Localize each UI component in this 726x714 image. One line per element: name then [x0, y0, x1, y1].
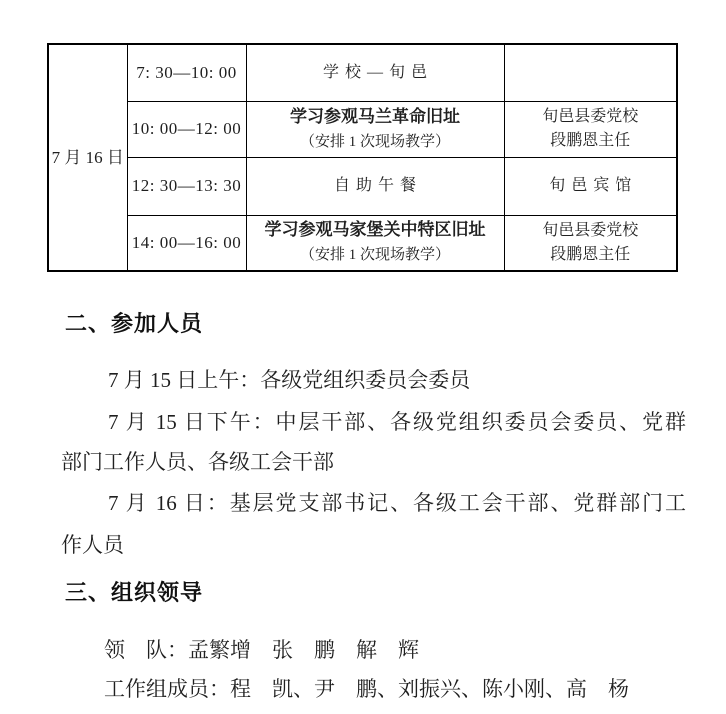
participants-line-4: 7 月 16 日：基层党支部书记、各级工会干部、党群部门工 — [108, 491, 686, 515]
participants-line-5: 作人员 — [61, 533, 124, 557]
organizer-line: 段鹏恩主任 — [550, 132, 631, 149]
activity-note: （安排 1 次现场教学） — [299, 247, 450, 264]
section-heading-leadership: 三、组织领导 — [65, 580, 204, 605]
time-cell: 12: 30—13: 30 — [127, 157, 246, 215]
activity-cell — [246, 215, 504, 271]
organizer-cell — [504, 157, 677, 215]
organizer-cell — [504, 101, 677, 157]
activity-cell — [246, 44, 504, 101]
table-row — [48, 101, 677, 157]
schedule-table — [47, 43, 678, 272]
activity-title: 学习参观马兰革命旧址 — [290, 106, 460, 126]
activity-title: 学校—旬邑 — [322, 63, 433, 81]
date-label: 7 月 16 日 — [51, 147, 124, 167]
workgroup-line: 工作组成员：程 凯、尹 鹏、刘振兴、陈小刚、高 杨 — [104, 677, 629, 701]
organizer-line: 旬邑宾馆 — [549, 177, 638, 194]
participants-line-1: 7 月 15 日上午：各级党组织委员会委员 — [108, 368, 471, 392]
section-heading-participants: 二、参加人员 — [65, 311, 204, 336]
activity-cell — [246, 157, 504, 215]
leader-line: 领 队：孟繁增 张 鹏 解 辉 — [104, 638, 419, 662]
organizer-cell — [504, 215, 677, 271]
activity-cell — [246, 101, 504, 157]
time-cell: 7: 30—10: 00 — [127, 44, 246, 101]
time-cell: 10: 00—12: 00 — [127, 101, 246, 157]
time-cell: 14: 00—16: 00 — [127, 215, 246, 271]
date-cell — [48, 44, 127, 271]
organizer-line: 段鹏恩主任 — [550, 245, 631, 263]
organizer-cell — [504, 44, 677, 101]
table-row — [48, 215, 677, 271]
participants-line-3: 部门工作人员、各级工会干部 — [61, 450, 334, 474]
activity-note: （安排 1 次现场教学） — [299, 133, 450, 150]
activity-title: 自助午餐 — [333, 177, 422, 194]
activity-title: 学习参观马家堡关中特区旧址 — [264, 220, 486, 240]
table-row — [48, 44, 677, 101]
organizer-line: 旬邑县委党校 — [542, 108, 639, 125]
participants-line-2: 7 月 15 日下午：中层干部、各级党组织委员会委员、党群 — [108, 410, 686, 434]
organizer-line: 旬邑县委党校 — [542, 221, 639, 239]
table-row — [48, 157, 677, 215]
